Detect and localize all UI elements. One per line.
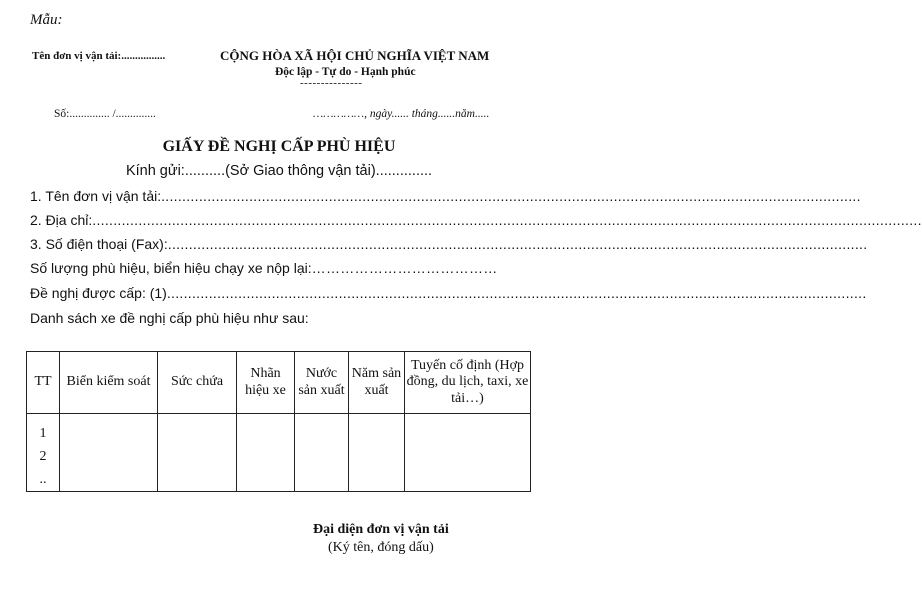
header-country-of-manufacture: Nước sản xuất [295, 352, 349, 414]
vehicle-table [26, 351, 531, 492]
document-number-line: Số:.............. /.............. [54, 108, 156, 120]
field-fill-dots: ....................................................................................................................................................................... [166, 285, 867, 301]
header-fixed-route: Tuyến cố định (Hợp đồng, du lịch, taxi, xe tải…) [405, 352, 531, 414]
field-phone-fax [30, 236, 868, 252]
national-title: CỘNG HÒA XÃ HỘI CHỦ NGHĨA VIỆT NAM [220, 48, 490, 63]
field-fill-dots: ....................................................................................................................................................................... [167, 236, 868, 252]
field-fill-dots: ………………………………… [311, 260, 498, 276]
field-fill-dots: ...................................................................................................................................................................................................... [92, 212, 922, 228]
table-cell [60, 414, 158, 492]
date-line: ……………, ngày...... tháng......năm..... [313, 108, 490, 120]
field-label: 1. Tên đơn vị vận tải: [30, 188, 162, 204]
table-cell [349, 414, 405, 492]
recipient-line: Kính gửi:..........(Sở Giao thông vận tải).............. [125, 163, 433, 179]
field-fill-dots: ....................................................................................................................................................................... [161, 188, 861, 204]
row-number: 2 [39, 449, 47, 464]
signature-note: (Ký tên, đóng dấu) [328, 540, 434, 555]
document-title: GIẤY ĐỀ NGHỊ CẤP PHÙ HIỆU [162, 138, 396, 155]
table-row [27, 414, 531, 492]
table-header-row [27, 352, 531, 414]
table-cell [405, 414, 531, 492]
header-plate-number: Biển kiểm soát [60, 352, 158, 414]
template-label: Mẫu: [30, 12, 63, 28]
row-number: .. [39, 472, 47, 487]
header-vehicle-brand: Nhãn hiệu xe [237, 352, 295, 414]
field-label: Số lượng phù hiệu, biển hiệu chạy xe nộp lại: [30, 260, 312, 276]
signature-title: Đại diện đơn vị vận tải [313, 522, 449, 537]
org-name-line: Tên đơn vị vận tải:................ [32, 50, 166, 62]
national-motto: Độc lập - Tự do - Hạnh phúc [275, 66, 416, 78]
field-returned-badges-count [30, 260, 527, 276]
table-cell [237, 414, 295, 492]
field-address [30, 212, 922, 228]
motto-underline: --------------- [300, 77, 363, 89]
row-number: 1 [39, 426, 47, 441]
header-capacity: Sức chứa [158, 352, 237, 414]
field-requested-issue [30, 285, 867, 301]
field-label: Đề nghị được cấp: (1) [30, 285, 167, 301]
table-cell [295, 414, 349, 492]
field-transport-unit-name [30, 188, 861, 204]
field-label: 2. Địa chỉ: [30, 212, 93, 228]
header-stt: TT [27, 352, 60, 414]
header-year-of-manufacture: Năm sản xuất [349, 352, 405, 414]
field-label: 3. Số điện thoại (Fax): [30, 236, 168, 252]
stt-cell [27, 414, 60, 492]
table-cell [158, 414, 237, 492]
vehicle-list-label: Danh sách xe đề nghị cấp phù hiệu như sau: [30, 310, 309, 326]
